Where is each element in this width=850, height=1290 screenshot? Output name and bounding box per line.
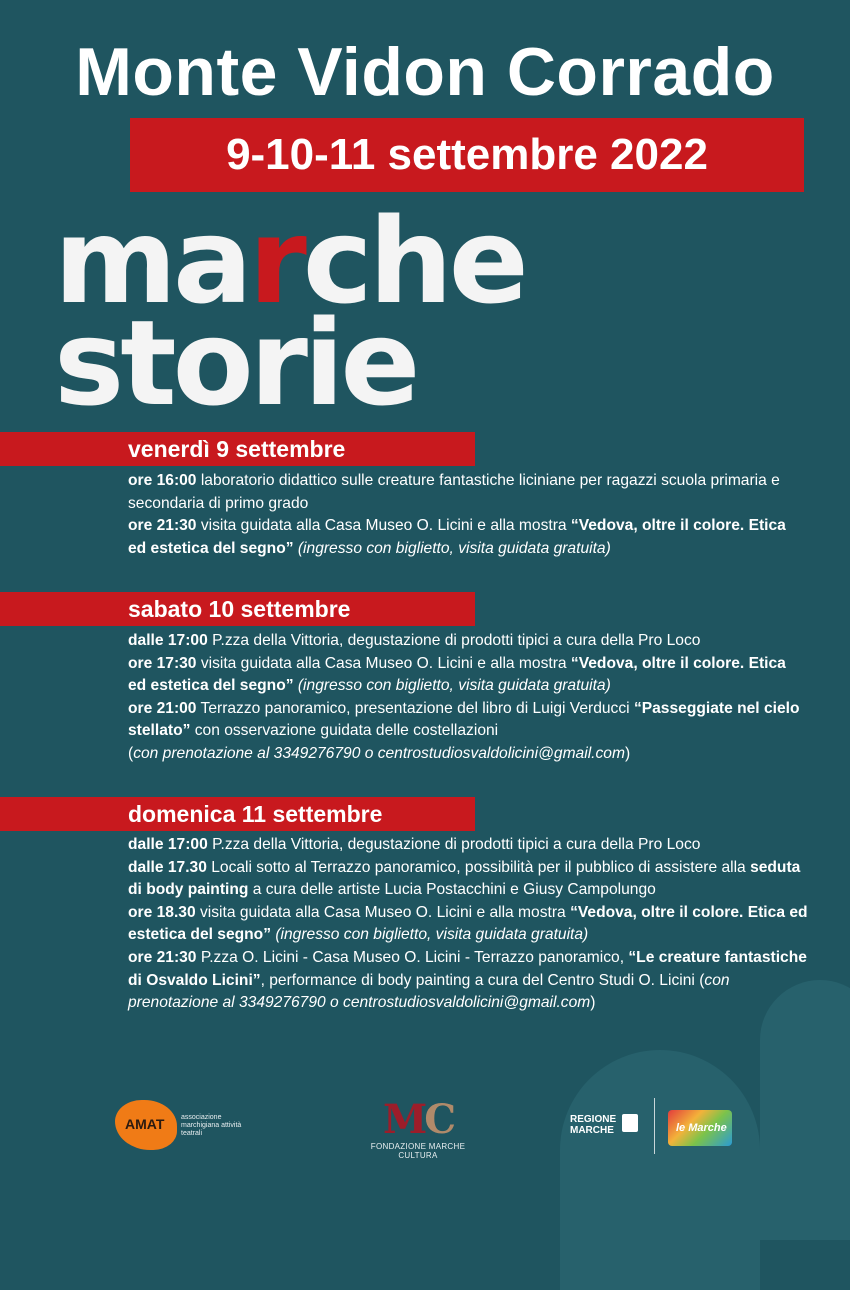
day-label: sabato 10 settembre — [128, 596, 351, 622]
logo-divider — [654, 1098, 655, 1154]
day-label: domenica 11 settembre — [128, 801, 383, 827]
event-item: ore 21:30 visita guidata alla Casa Museo O. Licini e alla mostra “Vedova, oltre il colore. Etica ed estetica del segno” (ingresso con biglietto, visita guidata gratuita) — [128, 517, 786, 557]
day-events-sunday — [128, 834, 808, 1015]
fondazione-marche-cultura-logo: MC FONDAZIONE MARCHE CULTURA — [370, 1096, 466, 1160]
sponsor-footer — [0, 1092, 850, 1162]
day-events-saturday — [128, 630, 808, 766]
background-shape — [560, 1050, 760, 1290]
le-marche-text: le Marche — [676, 1122, 727, 1134]
date-banner: 9-10-11 settembre 2022 — [130, 118, 804, 192]
event-item: dalle 17.30 Locali sotto al Terrazzo panoramico, possibilità per il pubblico di assistere alla seduta di body painting a cura delle artiste Lucia Postacchini e Giusy Campolungo — [128, 858, 801, 899]
logo-line-1: marche — [54, 192, 525, 330]
regione-marche-logo: REGIONE MARCHE — [570, 1114, 617, 1136]
marche-storie-logo — [50, 192, 525, 432]
event-item: dalle 17:00 P.zza della Vittoria, degustazione di prodotti tipici a cura della Pro Loco — [128, 836, 701, 853]
logo-line-2: storie — [54, 294, 417, 432]
amat-logo: AMAT associazione marchigiana attività teatrali — [115, 1096, 235, 1152]
event-item: ore 18.30 visita guidata alla Casa Museo O. Licini e alla mostra “Vedova, oltre il colore. Etica ed estetica del segno” (ingresso con biglietto, visita guidata gratuita) — [128, 903, 808, 944]
day-events-friday — [128, 470, 808, 560]
day-label: venerdì 9 settembre — [128, 436, 346, 462]
event-item: ore 21:30 P.zza O. Licini - Casa Museo O. Licini - Terrazzo panoramico, “Le creature fantastiche di Osvaldo Licini”, performance di body painting a cura del Centro Studi O. Licini (con prenotazione al 3349276790 o centrostudiosvaldolicini@gmail.com) — [128, 948, 807, 1012]
event-item: ore 21:00 Terrazzo panoramico, presentazione del libro di Luigi Verducci “Passeggiate nel cielo stellato” con osservazione guidata delle costellazioni (con prenotazione al 3349276790 o centrostudiosvaldolicini@gmail.com) — [128, 699, 800, 762]
event-item: dalle 17:00 P.zza della Vittoria, degustazione di prodotti tipici a cura della Pro Loco — [128, 632, 701, 649]
day-header-sunday — [0, 797, 475, 831]
regione-emblem-icon — [622, 1114, 638, 1132]
event-item: ore 16:00 laboratorio didattico sulle creature fantastiche liciniane per ragazzi scuola primaria e secondaria di primo grado — [128, 472, 780, 512]
event-item: ore 17:30 visita guidata alla Casa Museo O. Licini e alla mostra “Vedova, oltre il colore. Etica ed estetica del segno” (ingresso con biglietto, visita guidata gratuita) — [128, 654, 786, 695]
day-header-saturday — [0, 592, 475, 626]
page-title: Monte Vidon Corrado — [75, 34, 775, 110]
day-header-friday — [0, 432, 475, 466]
